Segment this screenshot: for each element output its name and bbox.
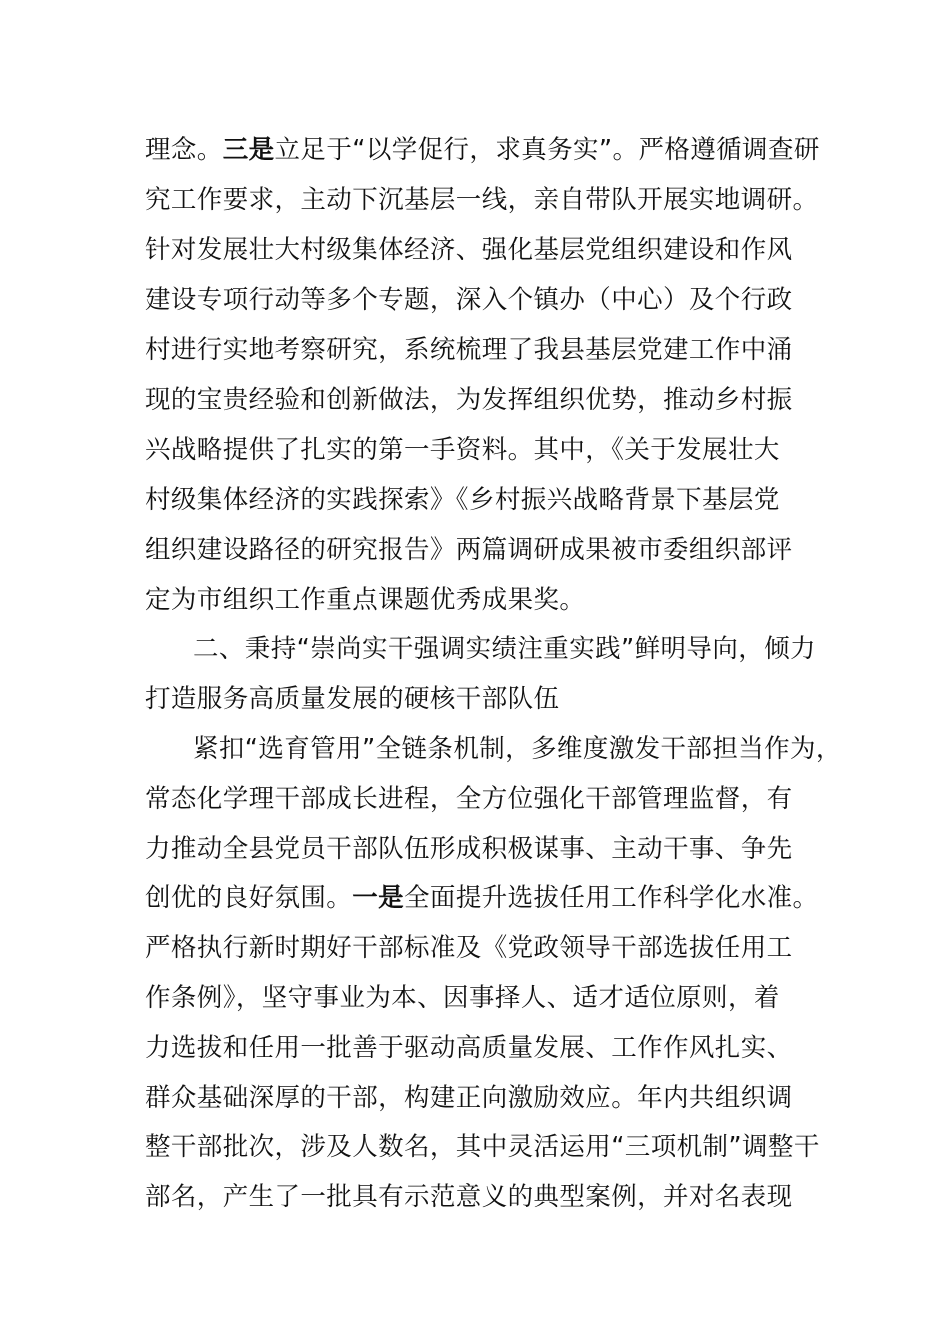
text-run: 村级集体经济的实践探索》《乡村振兴战略背景下基层党 xyxy=(145,485,780,515)
text-run: 整干部批次，涉及人数名，其中灵活运用“三项机制”调整干 xyxy=(145,1132,820,1162)
text-line-18 xyxy=(145,982,780,1014)
text-line-1 xyxy=(145,134,820,166)
text-line-16 xyxy=(145,882,818,914)
text-run: 全面提升选拔任用工作科学化水准。 xyxy=(404,883,819,913)
text-line-3 xyxy=(145,234,793,266)
text-run: 严格执行新时期好干部标准及《党政领导干部选拔任用工 xyxy=(145,933,793,963)
text-line-20 xyxy=(145,1082,793,1114)
text-line-22 xyxy=(145,1181,793,1213)
text-run: 针对发展壮大村级集体经济、强化基层党组织建设和作风 xyxy=(145,235,793,265)
text-line-6 xyxy=(145,384,793,416)
text-line-17 xyxy=(145,932,793,964)
section-heading-line-1 xyxy=(193,633,816,665)
text-line-13 xyxy=(193,733,842,765)
text-run: 理念。 xyxy=(145,135,223,165)
text-run: 兴战略提供了扎实的第一手资料。其中，《关于发展壮大 xyxy=(145,435,780,465)
text-run: 作条例》，坚守事业为本、因事择人、适才适位原则，着 xyxy=(145,983,780,1013)
bold-text-run: 一是 xyxy=(352,883,405,913)
section-heading-line-2 xyxy=(145,683,559,715)
text-run: 部名，产生了一批具有示范意义的典型案例，并对名表现 xyxy=(145,1182,793,1212)
text-line-7 xyxy=(145,434,780,466)
text-line-2 xyxy=(145,184,818,216)
text-line-19 xyxy=(145,1032,793,1064)
text-line-10 xyxy=(145,584,585,616)
text-line-5 xyxy=(145,334,793,366)
text-line-4 xyxy=(145,284,793,316)
text-run: 立足于“以学促行，求真务实”。严格遵循调查研 xyxy=(274,135,820,165)
text-run: 现的宝贵经验和创新做法，为发挥组织优势，推动乡村振 xyxy=(145,385,793,415)
text-run: 常态化学理干部成长进程，全方位强化干部管理监督，有 xyxy=(145,784,793,814)
text-line-9 xyxy=(145,534,793,566)
text-run: 紧扣“选育管用”全链条机制，多维度激发干部担当作为， xyxy=(193,734,842,764)
text-run: 究工作要求，主动下沉基层一线，亲自带队开展实地调研。 xyxy=(145,185,819,215)
text-run: 组织建设路径的研究报告》两篇调研成果被市委组织部评 xyxy=(145,535,793,565)
text-run: 力推动全县党员干部队伍形成积极谋事、主动干事、争先 xyxy=(145,834,793,864)
text-line-15 xyxy=(145,833,793,865)
text-run: 创优的良好氛围。 xyxy=(145,883,353,913)
text-run: 群众基础深厚的干部，构建正向激励效应。年内共组织调 xyxy=(145,1083,793,1113)
text-line-14 xyxy=(145,783,793,815)
bold-text-run: 三是 xyxy=(222,135,275,165)
text-run: 打造服务高质量发展的硬核干部队伍 xyxy=(145,684,560,714)
text-line-8 xyxy=(145,484,780,516)
text-run: 村进行实地考察研究，系统梳理了我县基层党建工作中涌 xyxy=(145,335,793,365)
text-run: 力选拔和任用一批善于驱动高质量发展、工作作风扎实、 xyxy=(145,1033,793,1063)
text-run: 定为市组织工作重点课题优秀成果奖。 xyxy=(145,585,586,615)
text-run: 建设专项行动等多个专题，深入个镇办（中心）及个行政 xyxy=(145,285,793,315)
text-run: 二、秉持“崇尚实干强调实绩注重实践”鲜明导向，倾力 xyxy=(193,634,816,664)
text-line-21 xyxy=(145,1131,820,1163)
